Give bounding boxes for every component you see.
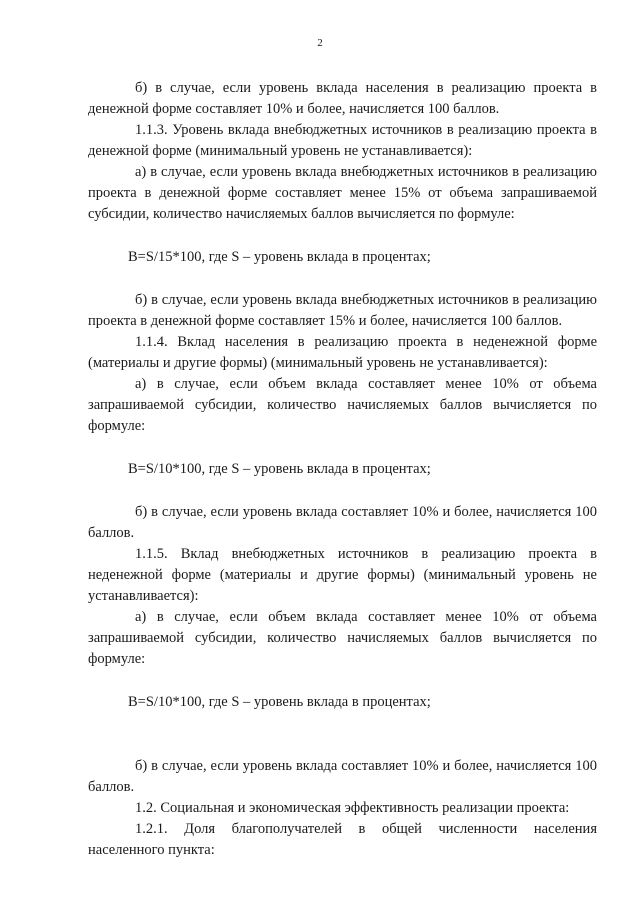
formula-1-1-3: B=S/15*100, где S – уровень вклада в процентах; (128, 249, 431, 265)
paragraph-1-1-5-b: б) в случае, если уровень вклада составляет 10% и более, начисляется 100 баллов. (88, 758, 597, 795)
paragraph-1-2-1: 1.2.1. Доля благополучателей в общей численности населения населенного пункта: (88, 821, 597, 858)
paragraph-1-1-4-b: б) в случае, если уровень вклада составляет 10% и более, начисляется 100 баллов. (88, 504, 597, 541)
paragraph-1-1-4: 1.1.4. Вклад населения в реализацию проекта в неденежной форме (материалы и другие формы) (минимальный уровень не устанавливается): (88, 334, 597, 371)
paragraph-1-1-3-a: а) в случае, если уровень вклада внебюджетных источников в реализацию проекта в денежной форме составляет менее 15% от объема запрашиваемой субсидии, количество начисляемых баллов вычисляется по формуле: (88, 164, 597, 222)
formula-1-1-4: B=S/10*100, где S – уровень вклада в процентах; (128, 461, 431, 477)
paragraph-1-1-4-a: а) в случае, если объем вклада составляет менее 10% от объема запрашиваемой субсидии, количество начисляемых баллов вычисляется по формуле: (88, 376, 597, 434)
paragraph-1-2: 1.2. Социальная и экономическая эффективность реализации проекта: (135, 800, 570, 816)
paragraph-1-1-2-b: б) в случае, если уровень вклада населения в реализацию проекта в денежной форме составляет 10% и более, начисляется 100 баллов. (88, 80, 597, 117)
page-number: 2 (317, 37, 323, 49)
paragraph-1-1-3-b: б) в случае, если уровень вклада внебюджетных источников в реализацию проекта в денежной форме составляет 15% и более, начисляется 100 баллов. (88, 292, 597, 329)
paragraph-1-1-3: 1.1.3. Уровень вклада внебюджетных источников в реализацию проекта в денежной форме (минимальный уровень не устанавливается): (88, 122, 597, 159)
paragraph-1-1-5-a: а) в случае, если объем вклада составляет менее 10% от объема запрашиваемой субсидии, количество начисляемых баллов вычисляется по формуле: (88, 609, 597, 667)
formula-1-1-5: B=S/10*100, где S – уровень вклада в процентах; (128, 694, 431, 710)
paragraph-1-1-5: 1.1.5. Вклад внебюджетных источников в реализацию проекта в неденежной форме (материалы и другие формы) (минимальный уровень не устанавливается): (88, 546, 597, 604)
